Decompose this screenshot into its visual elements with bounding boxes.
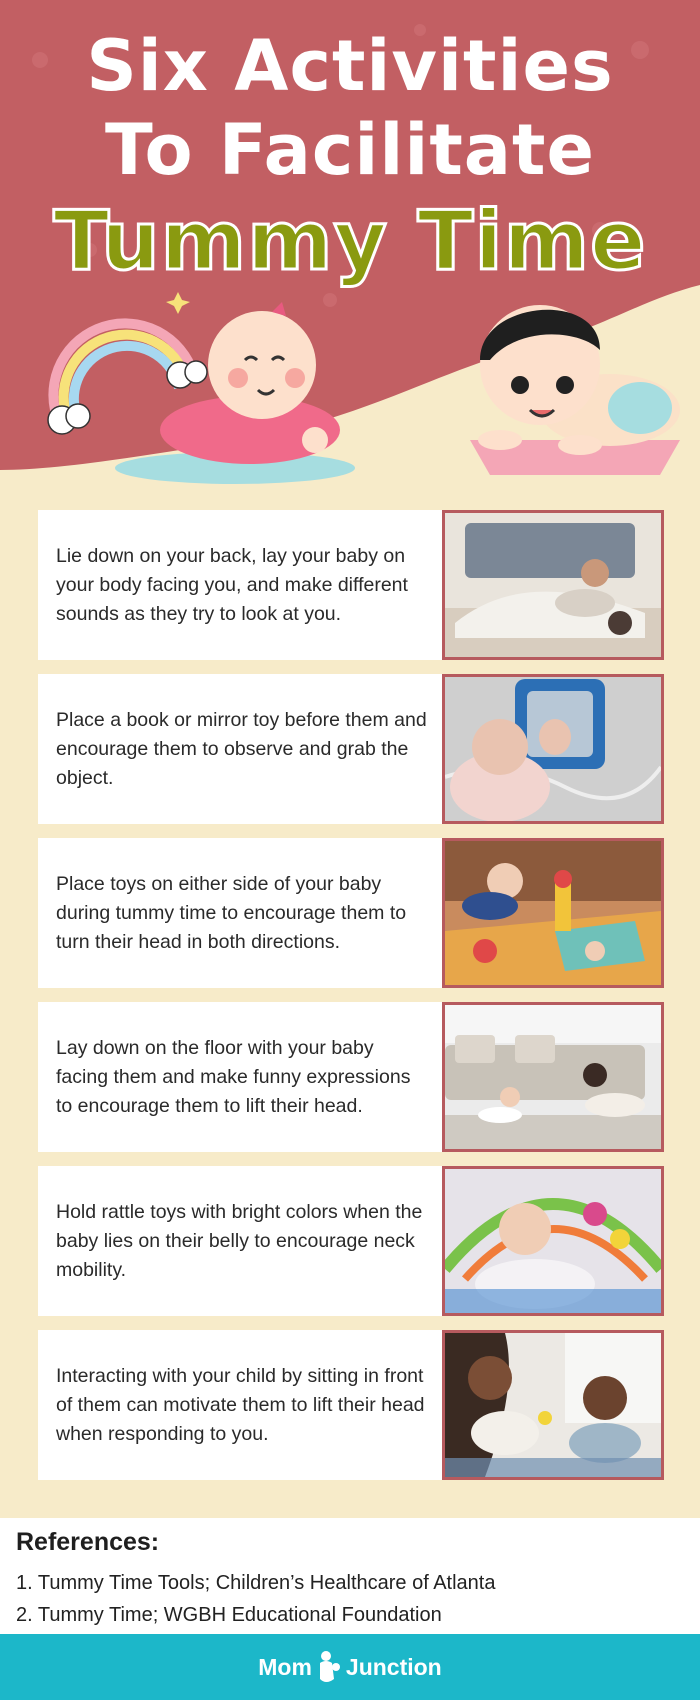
page-title	[0, 24, 700, 292]
activity-card-1	[38, 510, 664, 660]
activity-text: Interacting with your child by sitting in front of them can motivate them to lift their head when responding to you.	[56, 1364, 425, 1445]
references-section	[0, 1518, 700, 1634]
baby-with-toys-photo	[442, 838, 664, 988]
mother-baby-living-room-photo	[442, 1002, 664, 1152]
activity-card-5	[38, 1166, 664, 1316]
footer	[0, 1634, 700, 1700]
activity-text: Place toys on either side of your baby during tummy time to encourage them to turn their head in both directions.	[56, 872, 407, 953]
activity-text: Lay down on the floor with your baby facing them and make funny expressions to encourage them to lift their head.	[56, 1036, 411, 1117]
baby-play-gym-photo	[442, 1166, 664, 1316]
mother-child-icon	[314, 1649, 344, 1685]
reference-item: 1. Tummy Time Tools; Children’s Healthcare of Atlanta	[16, 1572, 496, 1594]
logo-text-right: Junction	[345, 1653, 442, 1680]
logo-text-left: Mom	[258, 1653, 312, 1680]
momjunction-logo	[258, 1649, 442, 1685]
activity-text: Place a book or mirror toy before them and encourage them to observe and grab the object.	[56, 708, 427, 789]
activity-card-6	[38, 1330, 664, 1480]
title-line-1: Six Activities	[86, 25, 614, 107]
activity-text: Lie down on your back, lay your baby on your body facing you, and make different sounds as they try to look at you.	[56, 544, 408, 625]
activity-card-3	[38, 838, 664, 988]
parent-baby-on-floor-photo	[442, 510, 664, 660]
activity-card-4	[38, 1002, 664, 1152]
reference-item: 2. Tummy Time; WGBH Educational Foundation	[16, 1604, 442, 1626]
title-line-2: To Facilitate	[105, 109, 595, 191]
baby-boy-illustration	[470, 305, 680, 475]
activity-text: Hold rattle toys with bright colors when the baby lies on their belly to encourage neck mobility.	[56, 1200, 423, 1281]
activity-card-2	[38, 674, 664, 824]
mother-child-play-photo	[442, 1330, 664, 1480]
baby-mirror-toy-photo	[442, 674, 664, 824]
title-accent: Tummy Time	[53, 194, 647, 289]
references-heading: References:	[16, 1528, 160, 1556]
